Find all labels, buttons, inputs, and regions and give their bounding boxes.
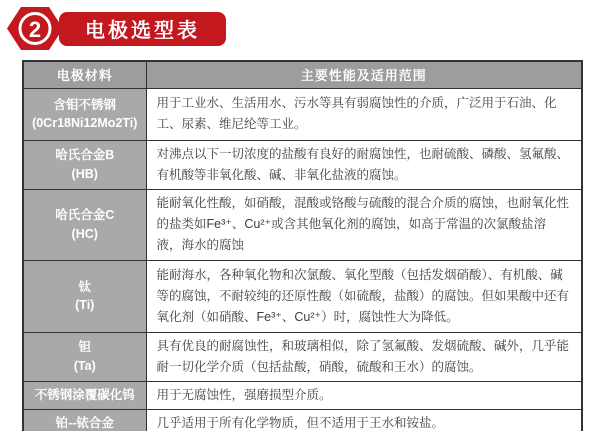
material-cell <box>23 381 146 409</box>
description-cell: 用于无腐蚀性，强磨损型介质。 <box>146 381 582 409</box>
column-header-material: 电极材料 <box>23 61 146 88</box>
table-header-row <box>23 61 582 88</box>
material-cell <box>23 140 146 189</box>
material-cell <box>23 189 146 260</box>
section-number: 2 <box>28 16 42 42</box>
description-cell: 对沸点以下一切浓度的盐酸有良好的耐腐蚀性，也耐硫酸、磷酸、氢氟酸、有机酸等非氧化酸、碱、非氧化盐液的腐蚀。 <box>146 140 582 189</box>
material-cell <box>23 88 146 140</box>
material-code: (HC) <box>71 226 98 241</box>
material-name: 哈氏合金B <box>55 148 115 163</box>
material-name: 含钼不锈钢 <box>53 97 116 112</box>
material-cell <box>23 409 146 431</box>
description-cell: 能耐氧化性酸，如硝酸，混酸或铬酸与硫酸的混合介质的腐蚀，也耐氧化性的盐类如Fe³⁺、Cu²⁺或含其他氧化剂的腐蚀，如高于常温的次氯酸盐溶液，海水的腐蚀 <box>146 189 582 260</box>
table-row <box>23 409 582 431</box>
section-number-badge <box>6 5 64 52</box>
material-code: (Ta) <box>73 358 96 373</box>
table-row <box>23 332 582 381</box>
description-cell: 用于工业水、生活用水、污水等具有弱腐蚀性的介质，广泛用于石油、化工、尿素、维尼纶等工业。 <box>146 88 582 140</box>
material-name: 哈氏合金C <box>55 208 115 223</box>
material-name: 铂--铱合金 <box>55 415 114 430</box>
table-row <box>23 189 582 260</box>
material-cell <box>23 332 146 381</box>
section-header <box>0 0 600 54</box>
material-code: (Ti) <box>75 298 95 312</box>
table-row <box>23 88 582 140</box>
description-cell: 具有优良的耐腐蚀性，和玻璃相似，除了氢氟酸、发烟硫酸、碱外，几乎能耐一切化学介质（包括盐酸，硝酸，硫酸和王水）的腐蚀。 <box>146 332 582 381</box>
column-header-performance: 主要性能及适用范围 <box>146 61 582 88</box>
material-code: (0Cr18Ni12Mo2Ti) <box>32 116 138 130</box>
table-row <box>23 140 582 189</box>
description-cell: 能耐海水，各种氧化物和次氯酸、氧化型酸（包括发烟硝酸）、有机酸、碱等的腐蚀，不耐较纯的还原性酸（如硫酸，盐酸）的腐蚀。但如果酸中还有氧化剂（如硝酸、Fe³⁺、Cu²⁺）时，腐蚀性大为降低。 <box>146 260 582 332</box>
table-row <box>23 381 582 409</box>
material-name: 不锈钢涂覆碳化钨 <box>34 387 135 402</box>
electrode-selection-table <box>22 60 583 431</box>
page-title: 电极选型表 <box>56 9 229 49</box>
table-row <box>23 260 582 332</box>
material-cell <box>23 260 146 332</box>
description-cell: 几乎适用于所有化学物质，但不适用于王水和铵盐。 <box>146 409 582 431</box>
material-code: (HB) <box>71 166 98 181</box>
material-name: 钽 <box>78 340 91 355</box>
material-name: 钛 <box>78 279 91 294</box>
